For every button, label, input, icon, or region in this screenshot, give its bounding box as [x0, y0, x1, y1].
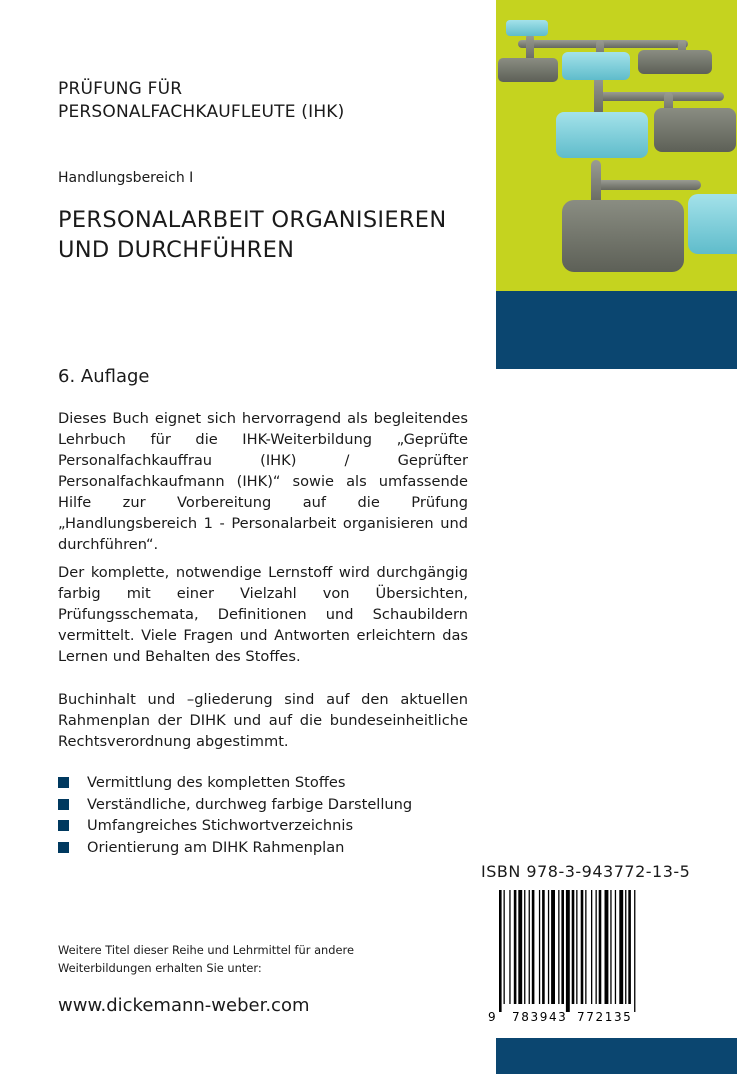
- cover-illustration: [496, 0, 737, 291]
- barcode-bar: [591, 890, 592, 1004]
- bullet-square-icon: [58, 820, 69, 831]
- subject-area: Handlungsbereich I: [58, 170, 194, 186]
- barcode-bar: [499, 890, 502, 1012]
- barcode-bar: [615, 890, 616, 1004]
- barcode-bar: [572, 890, 575, 1004]
- description-paragraph-3: Buchinhalt und –gliederung sind auf den aktuellen Rahmenplan der DIHK und auf die bundeseinheitliche Rechtsverordnung abgestimmt.: [58, 691, 468, 750]
- description-paragraph-2: Der komplette, notwendige Lernstoff wird durchgängig farbig mit einer Vielzahl von Übersichten, Prüfungsschemata, Definitionen und Schaubildern vermittelt. Viele Fragen und Antworten erleichtern das Lernen und Behalten des Stoffes.: [58, 564, 468, 665]
- barcode-bar: [529, 890, 530, 1004]
- barcode-bar: [532, 890, 535, 1004]
- list-item: [58, 794, 412, 816]
- barcode-bar: [542, 890, 545, 1004]
- barcode-bar: [576, 890, 577, 1004]
- barcode-digits-left: 783943: [512, 1010, 568, 1024]
- barcode-bar: [596, 890, 597, 1004]
- list-item-text: Vermittlung des kompletten Stoffes: [87, 774, 346, 792]
- edition-label: 6. Auflage: [58, 366, 150, 387]
- book-title-line-1: PERSONALARBEIT ORGANISIEREN: [58, 207, 447, 233]
- bullet-square-icon: [58, 842, 69, 853]
- isbn-label: ISBN 978-3-943772-13-5: [481, 862, 691, 881]
- barcode-bar: [581, 890, 584, 1004]
- list-item: [58, 772, 412, 794]
- barcode-bar: [548, 890, 549, 1004]
- barcode-bar: [625, 890, 626, 1004]
- series-line-1: PRÜFUNG FÜR: [58, 79, 183, 99]
- barcode-bar: [566, 890, 570, 1012]
- barcode-bar: [514, 890, 517, 1004]
- more-titles-note: Weitere Titel dieser Reihe und Lehrmittel für andere Weiterbildungen erhalten Sie unter:: [58, 943, 354, 975]
- list-item-text: Orientierung am DIHK Rahmenplan: [87, 838, 345, 856]
- barcode-digits-right: 772135: [577, 1010, 633, 1024]
- book-title: [58, 205, 446, 265]
- barcode-bar: [518, 890, 522, 1004]
- series-line-2: PERSONALFACHKAUFLEUTE (IHK): [58, 102, 345, 122]
- barcode-bar: [585, 890, 586, 1004]
- list-item: [58, 815, 412, 837]
- org-chart-icon: [496, 0, 737, 291]
- barcode-icon: [482, 888, 650, 1025]
- description-paragraph-1: Dieses Buch eignet sich hervorragend als begleitendes Lehrbuch für die IHK-Weiterbildung „Geprüfte Personalfachkauffrau (IHK) / Geprüfter Personalfachkaufmann (IHK)“ sowie als umfassende Hilfe zur Vorbereitung auf die Prüfung „Handlungsbereich 1 - Personalarbeit organisieren und durchführen“.: [58, 410, 468, 553]
- series-title: [58, 78, 345, 124]
- barcode-bar: [558, 890, 559, 1004]
- footer-blue-band: [496, 1038, 737, 1074]
- barcode-bar: [524, 890, 525, 1004]
- list-item-text: Verständliche, durchweg farbige Darstellung: [87, 795, 413, 813]
- bullet-square-icon: [58, 777, 69, 788]
- barcode-bar: [509, 890, 510, 1004]
- barcode-bar: [605, 890, 609, 1004]
- barcode-bar: [551, 890, 555, 1004]
- website-link[interactable]: www.dickemann-weber.com: [58, 995, 310, 1016]
- barcode-bar: [561, 890, 564, 1004]
- cover-blue-band: [496, 291, 737, 369]
- bullet-square-icon: [58, 799, 69, 810]
- book-title-line-2: UND DURCHFÜHREN: [58, 237, 295, 263]
- barcode-bar: [599, 890, 602, 1004]
- barcode-bar: [610, 890, 611, 1004]
- barcode-bar: [504, 890, 505, 1004]
- barcode-digit-first: 9: [488, 1010, 496, 1024]
- list-item-text: Umfangreiches Stichwortverzeichnis: [87, 817, 354, 835]
- barcode-bar: [628, 890, 631, 1004]
- list-item: [58, 837, 412, 859]
- barcode-bar: [619, 890, 623, 1004]
- barcode-bar: [539, 890, 540, 1004]
- feature-list: [58, 772, 412, 858]
- barcode-bar: [634, 890, 635, 1012]
